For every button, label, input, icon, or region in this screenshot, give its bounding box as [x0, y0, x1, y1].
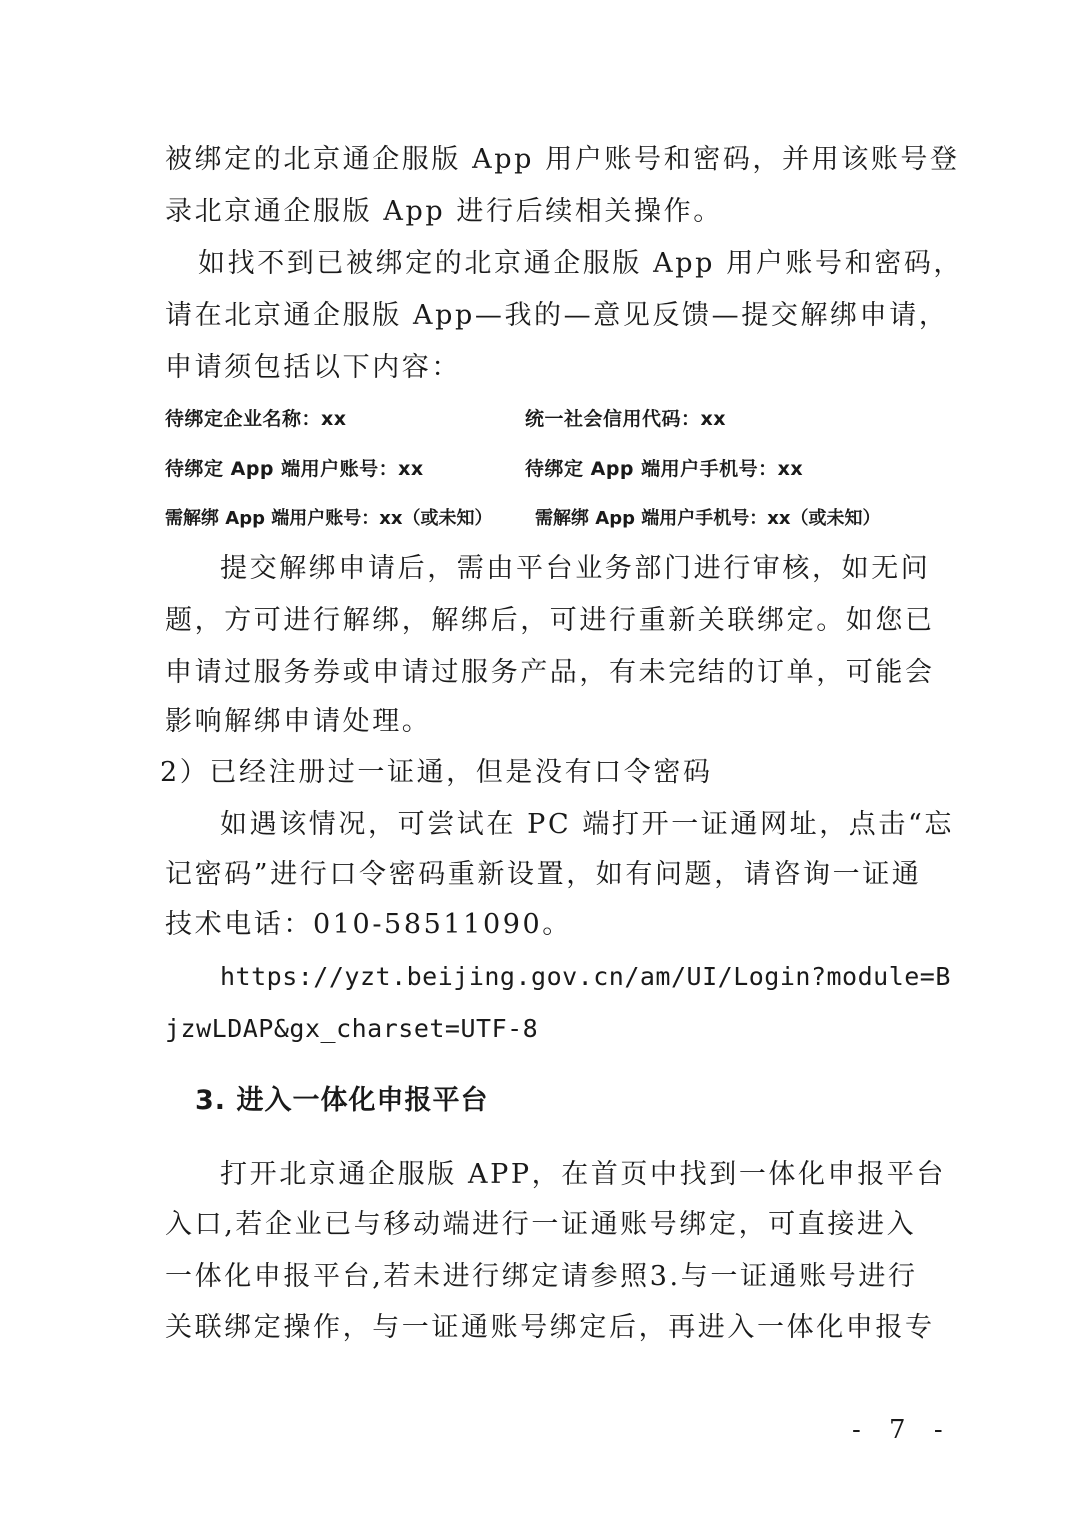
paragraph-4-line-3: 技术电话：010-58511090。 [165, 909, 572, 940]
paragraph-1-line-1: 被绑定的北京通企服版 App 用户账号和密码，并用该账号登 [165, 144, 960, 175]
subsection-2-title: 2）已经注册过一证通，但是没有口令密码 [160, 757, 713, 788]
paragraph-2-line-2: 请在北京通企服版 App—我的—意见反馈—提交解绑申请， [165, 300, 949, 331]
paragraph-3-line-1: 提交解绑申请后，需由平台业务部门进行审核，如无问 [220, 553, 931, 584]
paragraph-5-line-2: 入口,若企业已与移动端进行一证通账号绑定，可直接进入 [165, 1209, 917, 1240]
field-unbind-app-account: 需解绑 App 端用户账号：xx（或未知） [165, 508, 493, 529]
paragraph-4-line-2: 记密码”进行口令密码重新设置，如有问题，请咨询一证通 [165, 859, 922, 890]
paragraph-5-line-3: 一体化申报平台,若未进行绑定请参照3.与一证通账号进行 [165, 1261, 918, 1292]
login-url-line-2: jzwLDAP&gx_charset=UTF-8 [165, 1014, 539, 1043]
paragraph-3-line-3: 申请过服务券或申请过服务产品，有未完结的订单，可能会 [165, 657, 935, 688]
paragraph-3-line-4: 影响解绑申请处理。 [165, 706, 432, 737]
field-pending-app-account: 待绑定 App 端用户账号：xx [165, 458, 424, 480]
paragraph-2-line-3: 申请须包括以下内容： [165, 352, 461, 383]
login-url-line-1: https://yzt.beijing.gov.cn/am/UI/Login?module=B [220, 962, 951, 991]
paragraph-3-line-2: 题，方可进行解绑，解绑后，可进行重新关联绑定。如您已 [165, 605, 935, 636]
paragraph-4-line-1: 如遇该情况，可尝试在 PC 端打开一证通网址，点击“忘 [220, 809, 954, 840]
paragraph-2-line-1: 如找不到已被绑定的北京通企服版 App 用户账号和密码， [198, 248, 964, 279]
field-pending-company-name: 待绑定企业名称：xx [165, 408, 347, 430]
field-pending-app-phone: 待绑定 App 端用户手机号：xx [525, 458, 804, 480]
field-credit-code: 统一社会信用代码：xx [525, 408, 727, 430]
page-number: - 7 - [852, 1415, 953, 1445]
paragraph-5-line-1: 打开北京通企服版 APP，在首页中找到一体化申报平台 [220, 1159, 947, 1190]
field-unbind-app-phone: 需解绑 App 端用户手机号：xx（或未知） [535, 508, 881, 529]
paragraph-5-line-4: 关联绑定操作，与一证通账号绑定后，再进入一体化申报专 [165, 1312, 935, 1343]
section-3-heading: 3. 进入一体化申报平台 [195, 1085, 489, 1116]
paragraph-1-line-2: 录北京通企服版 App 进行后续相关操作。 [165, 196, 723, 227]
